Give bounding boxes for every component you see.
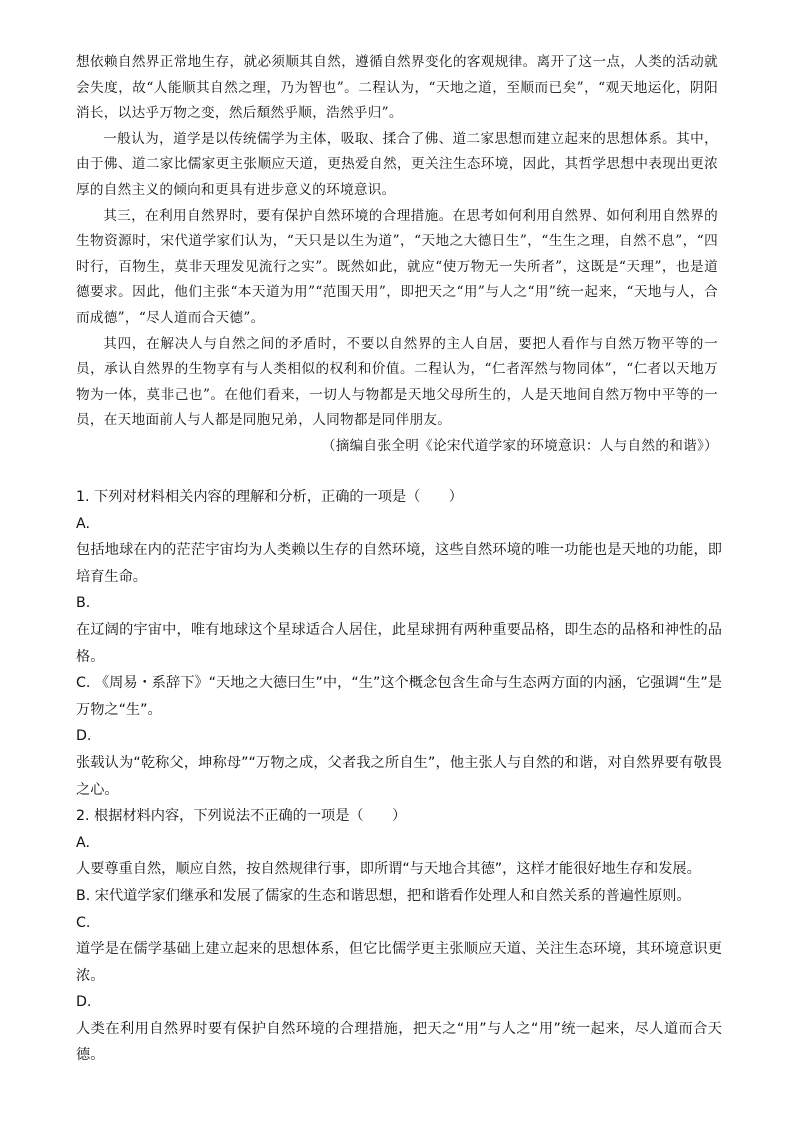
option-letter: A. bbox=[76, 834, 90, 851]
reading-passage bbox=[76, 50, 718, 460]
option-letter: D. bbox=[76, 728, 92, 745]
option-c[interactable] bbox=[76, 670, 722, 723]
passage-paragraph-2: 一般认为，道学是以传统儒学为主体，吸取、揉合了佛、道二家思想而建立起来的思想体系。其中，由于佛、道二家比儒家更主张顺应天道，更热爱自然，更关注生态环境，因此，其哲学思想中表现出更浓厚的自然主义的倾向和更具有进步意义的环境意识。 bbox=[76, 130, 718, 198]
option-text: 张载认为“乾称父，坤称母”“万物之成，父者我之所自生”，他主张人与自然的和谐，对自然界要有敬畏之心。 bbox=[76, 754, 722, 798]
option-text: 道学是在儒学基础上建立起来的思想体系，但它比儒学更主张顺应天道、关注生态环境，其环境意识更浓。 bbox=[76, 941, 722, 984]
option-text: 在辽阔的宇宙中，唯有地球这个星球适合人居住，此星球拥有两种重要品格，即生态的品格和神性的品格。 bbox=[76, 621, 722, 665]
question-stem: 1. 下列对材料相关内容的理解和分析，正确的一项是（ ） bbox=[76, 489, 463, 505]
option-b[interactable] bbox=[76, 883, 722, 910]
option-letter: D. bbox=[76, 994, 92, 1011]
passage-source: （摘编自张全明《论宋代道学家的环境意识：人与自然的和谐》） bbox=[321, 437, 718, 454]
option-text: 包括地球在内的茫茫宇宙均为人类赖以生存的自然环境，这些自然环境的唯一功能也是天地的功能，即培育生命。 bbox=[76, 542, 722, 585]
passage-paragraph-3: 其三，在利用自然界时，要有保护自然环境的合理措施。在思考如何利用自然界、如何利用自然界的生物资源时，宋代道学家们认为，“天只是以生为道”，“天地之大德日生”，“生生之理，自然不息”，“四时行，百物生，莫非天理发见流行之实”。既然如此，就应“使万物无一失所者”，这既是“天理”，也是道德要求。因此，他们主张“本天道为用”“范围天用”，即把天之“用”与人之“用”统一起来，“天地与人，合而成德”，“尽人道而合天德”。 bbox=[76, 207, 718, 326]
question-list bbox=[76, 484, 722, 1069]
option-letter: C. bbox=[76, 914, 91, 931]
option-d[interactable] bbox=[76, 989, 722, 1069]
option-text: C. 《周易・系辞下》“天地之大德曰生”中，“生”这个概念包含生命与生态两方面的内涵，它强调“生”是万物之“生”。 bbox=[76, 675, 722, 718]
passage-paragraph-1: 想依赖自然界正常地生存，就必须顺其自然，遵循自然界变化的客观规律。离开了这一点，人类的活动就会失度，故“人能顺其自然之理，乃为智也”。二程认为，“天地之道，至顺而已矣”，“观天地运化，阴阳消长，以达乎万物之变，然后頹然乎顺，浩然乎归”。 bbox=[76, 54, 718, 122]
option-text: 人要尊重自然，顺应自然，按自然规律行事，即所谓“与天地合其德”，这样才能很好地生存和发展。 bbox=[76, 861, 701, 878]
option-letter: B. bbox=[76, 595, 91, 612]
option-letter: A. bbox=[76, 515, 90, 532]
option-d[interactable] bbox=[76, 723, 722, 803]
option-b[interactable] bbox=[76, 590, 722, 670]
option-a[interactable] bbox=[76, 511, 722, 591]
option-text: 人类在利用自然界时要有保护自然环境的合理措施，把天之“用”与人之“用”统一起来，尽人道而合天德。 bbox=[76, 1020, 722, 1064]
question-stem: 2. 根据材料内容，下列说法不正确的一项是（ ） bbox=[76, 808, 407, 825]
question-1 bbox=[76, 484, 722, 803]
passage-paragraph-4: 其四，在解决人与自然之间的矛盾时，不要以自然界的主人自居，要把人看作与自然万物平等的一员，承认自然界的生物享有与人类相似的权利和价值。二程认为，“仁者浑然与物同体”，“仁者以天地万物为一体，莫非己也”。在他们看来，一切人与物都是天地父母所生的，人是天地间自然万物中平等的一员，在天地面前人与人都是同胞兄弟，人同物都是同伴朋友。 bbox=[76, 335, 718, 429]
question-2 bbox=[76, 803, 722, 1069]
option-text: B. 宋代道学家们继承和发展了儒家的生态和谐思想，把和谐看作处理人和自然关系的普遍性原则。 bbox=[76, 887, 691, 904]
option-a[interactable] bbox=[76, 830, 722, 883]
option-c[interactable] bbox=[76, 910, 722, 990]
